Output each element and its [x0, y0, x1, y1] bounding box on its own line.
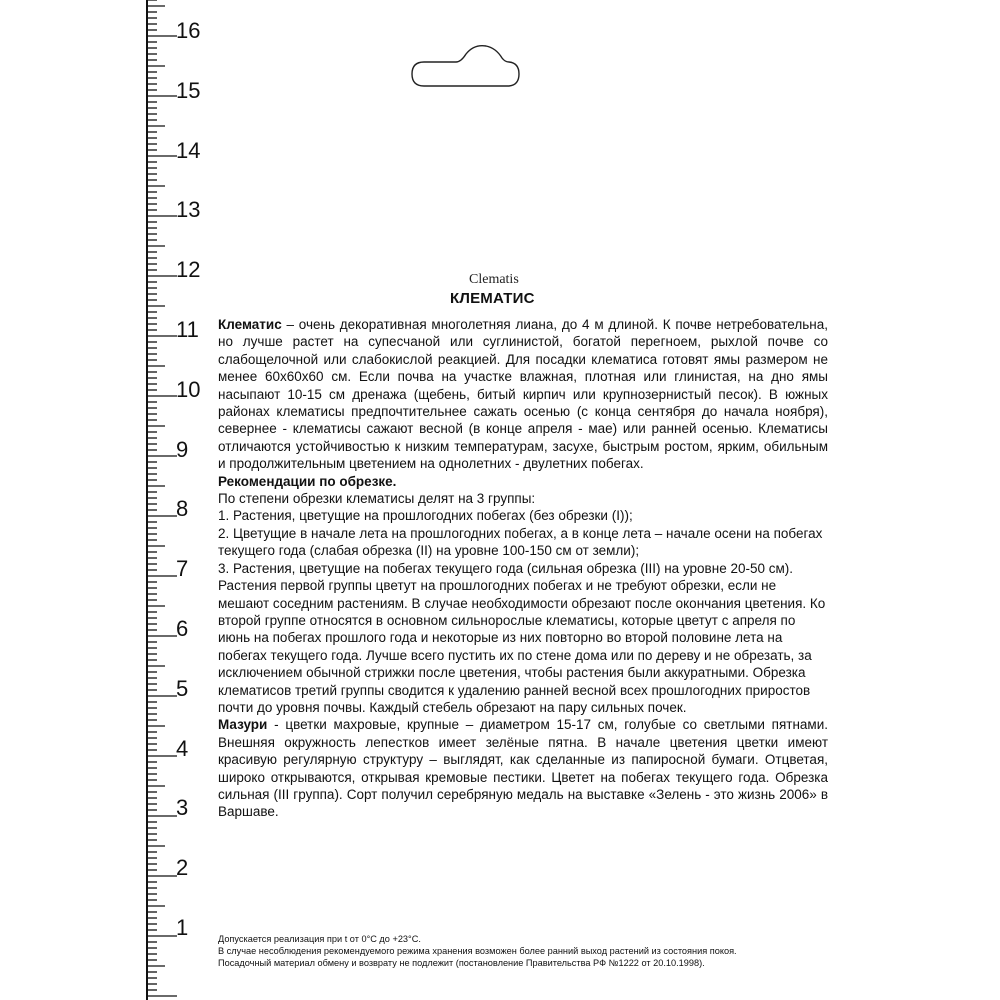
ruler-label: 6 — [176, 616, 189, 641]
variety-name: Мазури — [218, 717, 268, 733]
ruler-label: 16 — [176, 18, 201, 43]
description-block — [218, 316, 828, 821]
ruler-label: 8 — [176, 496, 189, 522]
ruler-label: 12 — [176, 257, 201, 283]
seed-packet-page: 16 15 14 13 12 11 10 9 8 7 6 5 4 3 2 1 Clematis КЛЕМАТИС Клематис – очень декоративная многолетняя лиана, до 4 м длиной. К почве нетребовательна, но лучше растет на супесчаной или суглинистой, богатой перегноем, рыхлой почве со слабощелочной или слабокислой реакцией. Для посадки клематиса готовят ямы размером не менее 60х60х60 см. Если почва на участке влажная, плотная или глинистая, на дно ямы насыпают 10-15 см дренажа (щебень, битый кирпич или крупнозернистый песок). В южных районах клематисы предпочтительнее сажать осенью (с конца сентября до начала ноября), севернее - клематисы сажают весной (в конце апреля - мае) или ранней осенью. Клематисы отличаются устойчивостью к низким температурам, засухе, быстрым ростом, ярким, обильным и продолжительным цветением на однолетних - двулетних побегах. Рекомендации по обрезке. По степени обрезки клематисы делят на 3 группы: 1. Растения, цветущие на прошлогодних побегах (без обрезки (I)); 2. Цветущие в начале лета на прошлогодних побегах, а в конце лета – начале осени на побегах текущего года (слабая обрезка (II) на уровне 100-150 см от земли); 3. Растения, цветущие на побегах текущего года (сильная обрезка (III) на уровне 20-50 см). Растения первой группы цветут на прошлогодних побегах и не требуют обрезки, если не мешают соседним растениям. В случае необходимости обрезают после окончания цветения. Ко второй группе относятся в основном сильнорослые клематисы, которые цветут с апреля по июнь на побегах прошлого года и некоторые из них повторно во второй половине лета на побегах текущего года. Лучше всего пустить их по стене дома или по дереву и не обрезать, за исключением обычной стрижки после цветения, чтобы растения были аккуратными. Обрезка клематисов третий группы сводится к удалению ранней весной всех прошлогодних приростов почти до уровня почвы. Каждый стебель обрезают на пару сильных почек. Мазури - цветки махровые, крупные – диаметром 15-17 см, голубые со светлыми пятнами. Внешняя окружность лепестков имеет зелёные пятна. В начале цветения цветки имеют красивую регулярную структуру – выглядят, как сделанные из папиросной бумаги. Отцветая, широко открываются, открывая кремовые пестики. Цветет на побегах текущего года. Обрезка сильная (III группа). Сорт получил серебряную медаль на выставке «Зелень - это жизнь 2006» в Варшаве. Допускается реализация при t от 0°С до +23°С. В случае несоблюдения рекомендуемого режима хранения возможен более ранний выход растений из состояния покоя. Посадочный материал обмену и возврату не подлежит (постановление Правительства РФ №1222 от 20.10.1998). — [0, 0, 1000, 1000]
product-title: КЛЕМАТИС — [450, 290, 535, 307]
measuring-ruler — [0, 0, 215, 1000]
ruler-label: 3 — [176, 795, 189, 821]
description-paragraph — [218, 316, 828, 473]
storage-notice — [218, 933, 838, 970]
ruler-label: 10 — [176, 376, 201, 402]
ruler-label: 11 — [176, 317, 199, 342]
variety-paragraph — [218, 716, 828, 820]
pruning-group-3: 3. Растения, цветущие на побегах текущего года (сильная обрезка (III) на уровне 20-50 см). — [218, 560, 794, 576]
storage-line-2: В случае несоблюдения рекомендуемого режима хранения возможен более ранний выход растений из состояния покоя. — [218, 946, 737, 957]
pruning-intro: По степени обрезки клематисы делят на 3 группы: — [218, 491, 536, 507]
ruler-label: 1 — [176, 915, 189, 940]
ruler-label: 15 — [176, 77, 201, 103]
pruning-group-2: 2. Цветущие в начале лета на прошлогодних побегах, а в конце лета – начале осени на побегах текущего года (слабая обрезка (II) на уровне 100-150 см от земли); — [218, 525, 823, 559]
ruler-label: 14 — [176, 137, 201, 163]
ruler-label: 4 — [176, 735, 189, 761]
ruler-label: 2 — [176, 855, 189, 881]
hang-hole-cutout — [406, 40, 526, 98]
ruler-label: 5 — [176, 675, 189, 701]
ruler-label: 9 — [176, 436, 189, 462]
pruning-details: Растения первой группы цветут на прошлогодних побегах и не требуют обрезки, если не мешают соседним растениям. В случае необходимости обрезают после окончания цветения. Ко второй группе относятся в основном сильнорослые клематисы, которые цветут с апреля по июнь на побегах прошлого года и некоторые из них повторно во второй половине лета на побегах текущего года. Лучше всего пустить их по стене дома или по дереву и не обрезать, за исключением обычной стрижки после цветения, чтобы растения были аккуратными. Обрезка клематисов третий группы сводится к удалению ранней весной всех прошлогодних приростов почти до уровня почвы. Каждый стебель обрезают на пару сильных почек. — [218, 578, 826, 715]
lead-term: Клематис — [218, 317, 282, 332]
storage-line-1: Допускается реализация при t от 0°С до +23°С. — [218, 934, 421, 944]
storage-line-3: Посадочный материал обмену и возврату не подлежит (постановление Правительства РФ №1222 от 20.10.1998). — [218, 958, 705, 969]
ruler-label: 13 — [176, 197, 201, 223]
pruning-heading: Рекомендации по обрезке. — [218, 473, 397, 489]
lead-text: – очень декоративная многолетняя лиана, до 4 м длиной. К почве нетребовательна, но лучше растет на супесчаной или суглинистой, богатой перегноем, рыхлой почве со слабощелочной или слабокислой реакцией. Для посадки клематиса готовят ямы размером не менее 60х60х60 см. Если почва на участке влажная, плотная или глинистая, на дно ямы насыпают 10-15 см дренажа (щебень, битый кирпич или крупнозернистый песок). В южных районах клематисы предпочтительнее сажать осенью (с конца сентября до начала ноября), севернее - клематисы сажают весной (в конце апреля - мае) или ранней осенью. Клематисы отличаются устойчивостью к низким температурам, засухе, быстрым ростом, ярким, обильным и продолжительным цветением на однолетних - двулетних побегах. — [218, 317, 828, 472]
pruning-group-1: 1. Растения, цветущие на прошлогодних побегах (без обрезки (I)); — [218, 508, 633, 524]
variety-text: - цветки махровые, крупные – диаметром 15-17 см, голубые со светлыми пятнами. Внешняя окружность лепестков имеет зелёные пятна. В начале цветения цветки имеют красивую регулярную структуру – выглядят, как сделанные из папиросной бумаги. Отцветая, широко открываются, открывая кремовые пестики. Цветет на побегах текущего года. Обрезка сильная (III группа). Сорт получил серебряную медаль на выставке «Зелень - это жизнь 2006» в Варшаве. — [218, 717, 828, 820]
ruler-label: 7 — [176, 556, 189, 582]
